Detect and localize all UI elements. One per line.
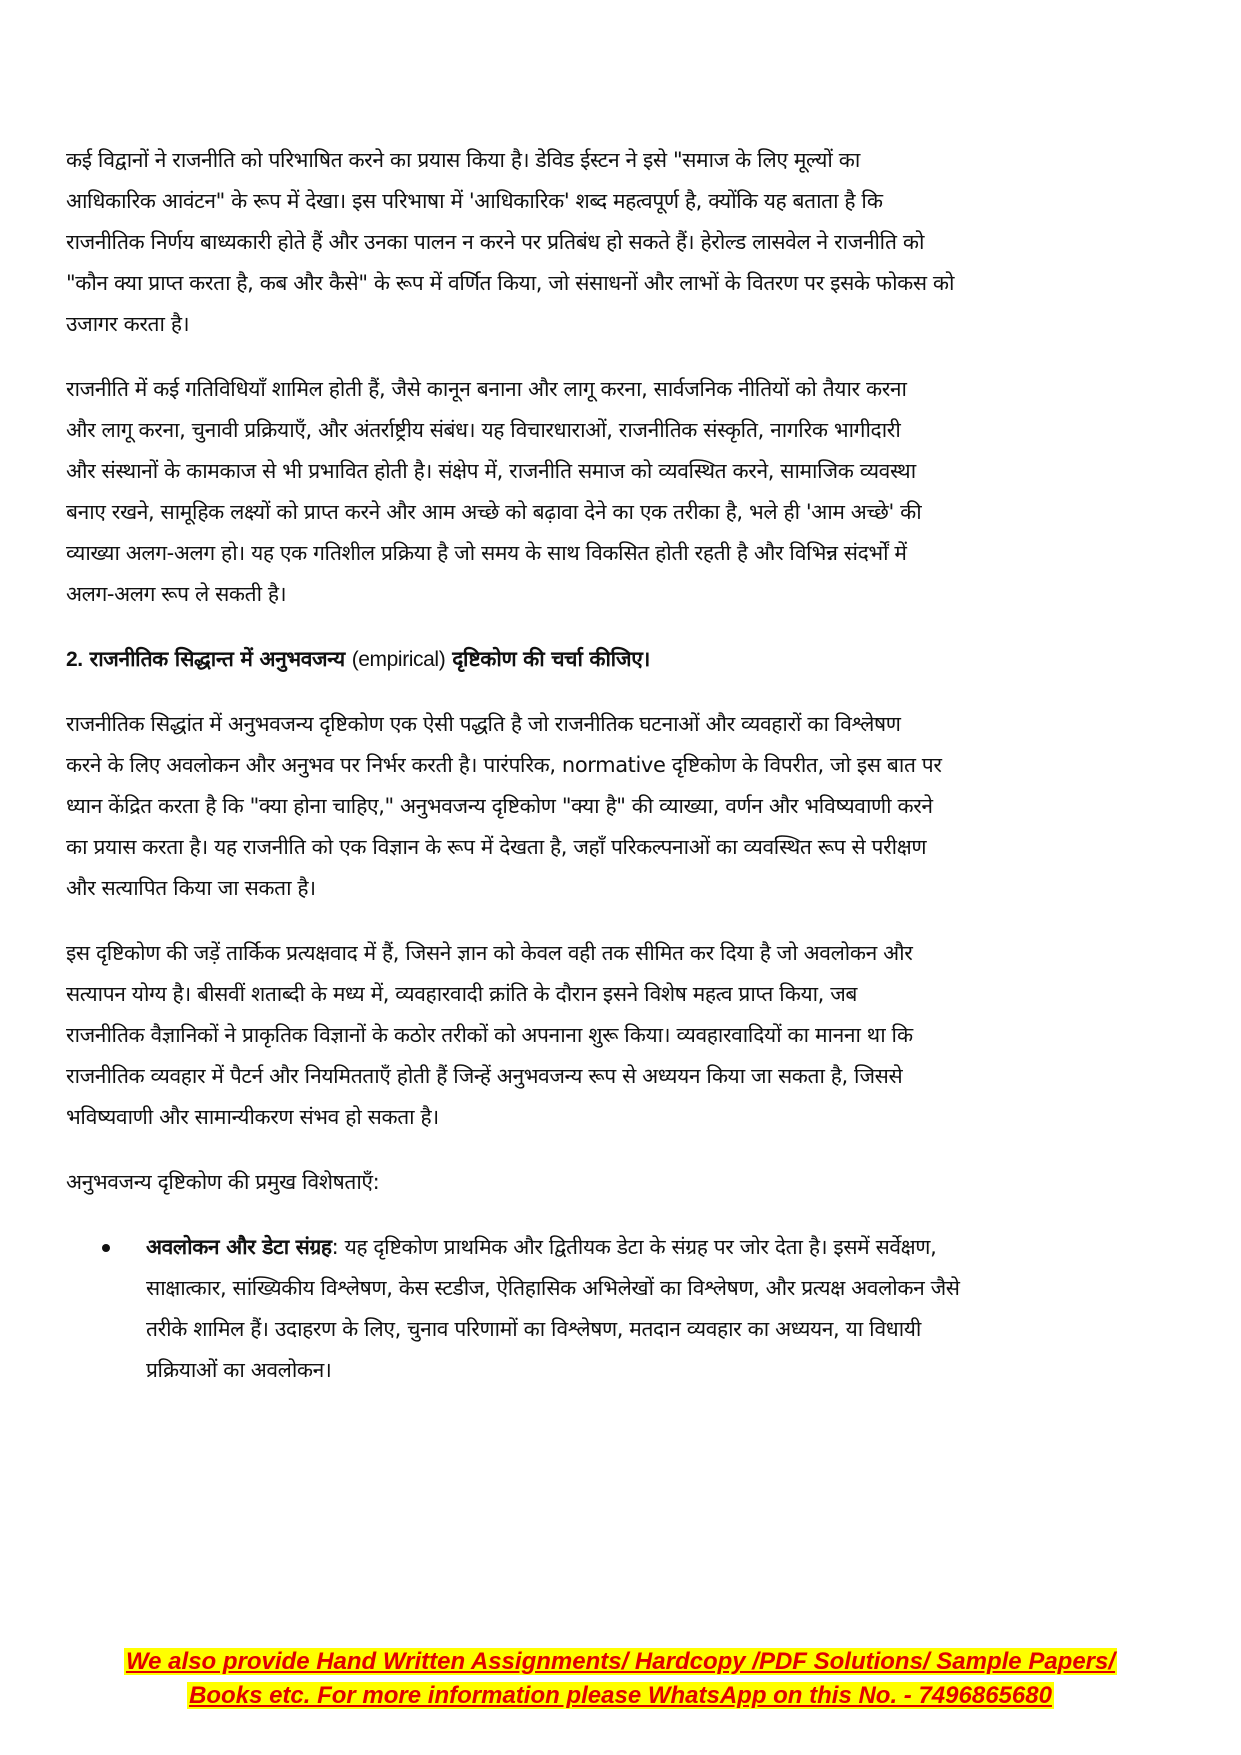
question-text-before: राजनीतिक सिद्धान्त में अनुभवजन्य — [89, 647, 345, 671]
text-line: अलग-अलग रूप ले सकती है। — [66, 582, 287, 606]
text-line: राजनीतिक सिद्धांत में अनुभवजन्य दृष्टिकोण एक ऐसी पद्धति है जो राजनीतिक घटनाओं और व्यवहारों का विश्लेषण — [66, 712, 901, 736]
text-line: व्याख्या अलग-अलग हो। यह एक गतिशील प्रक्रिया है जो समय के साथ विकसित होती रहती है और विभिन्न संदर्भों में — [66, 541, 907, 565]
text-line: साक्षात्कार, सांख्यिकीय विश्लेषण, केस स्टडीज, ऐतिहासिक अभिलेखों का विश्लेषण, और प्रत्यक्ष अवलोकन जैसे — [146, 1276, 960, 1300]
text-line: राजनीतिक वैज्ञानिकों ने प्राकृतिक विज्ञानों के कठोर तरीकों को अपनाना शुरू किया। व्यवहारवादियों का मानना था कि — [66, 1023, 913, 1047]
question-text-after: दृष्टिकोण की चर्चा कीजिए। — [452, 647, 650, 671]
question-english-term: (empirical) — [351, 648, 446, 671]
text-line: भविष्यवाणी और सामान्यीकरण संभव हो सकता है। — [66, 1105, 439, 1129]
text-line: का प्रयास करता है। यह राजनीति को एक विज्ञान के रूप में देखता है, जहाँ परिकल्पनाओं का व्यवस्थित रूप से परीक्षण — [66, 835, 927, 859]
text-line — [146, 1227, 1176, 1268]
text-line: सत्यापन योग्य है। बीसवीं शताब्दी के मध्य में, व्यवहारवादी क्रांति के दौरान इसने विशेष महत्व प्राप्त किया, जब — [66, 982, 857, 1006]
list-item — [66, 1227, 1176, 1391]
text-line: इस दृष्टिकोण की जड़ें तार्किक प्रत्यक्षवाद में हैं, जिसने ज्ञान को केवल वही तक सीमित कर दिया है जो अवलोकन और — [66, 941, 913, 965]
text-line: और लागू करना, चुनावी प्रक्रियाएँ, और अंतर्राष्ट्रीय संबंध। यह विचारधाराओं, राजनीतिक संस्कृति, नागरिक भागीदारी — [66, 418, 901, 442]
text-line: "कौन क्या प्राप्त करता है, कब और कैसे" के रूप में वर्णित किया, जो संसाधनों और लाभों के वितरण पर इसके फोकस को — [66, 271, 955, 295]
intro-paragraph-2 — [66, 369, 1176, 615]
promo-line-2: Books etc. For more information please WhatsApp on this No. - 7496865680 — [189, 1682, 1052, 1709]
text-line: करने के लिए अवलोकन और अनुभव पर निर्भर करती है। पारंपरिक, normative दृष्टिकोण के विपरीत, जो इस बात पर — [66, 753, 942, 777]
promo-line-1: We also provide Hand Written Assignments/ Hardcopy /PDF Solutions/ Sample Papers/ — [125, 1648, 1116, 1675]
features-intro — [66, 1162, 1176, 1203]
features-list — [66, 1227, 1176, 1391]
question-heading — [66, 639, 1176, 680]
text-line: और सत्यापित किया जा सकता है। — [66, 876, 316, 900]
bullet-icon — [102, 1244, 110, 1252]
text-line: प्रक्रियाओं का अवलोकन। — [146, 1358, 332, 1382]
text-line: राजनीतिक निर्णय बाध्यकारी होते हैं और उनका पालन न करने पर प्रतिबंध हो सकते हैं। हेरोल्ड लासवेल ने राजनीति को — [66, 230, 925, 254]
text-line: तरीके शामिल हैं। उदाहरण के लिए, चुनाव परिणामों का विश्लेषण, मतदान व्यवहार का अध्ययन, या विधायी — [146, 1317, 921, 1341]
document-page — [66, 140, 1176, 1391]
text-line: उजागर करता है। — [66, 312, 190, 336]
text-line: राजनीतिक व्यवहार में पैटर्न और नियमितताएँ होती हैं जिन्हें अनुभवजन्य रूप से अध्ययन किया जा सकता है, जिससे — [66, 1064, 903, 1088]
intro-paragraph-1 — [66, 140, 1176, 345]
feature-title: अवलोकन और डेटा संग्रह — [146, 1235, 332, 1259]
feature-text: : यह दृष्टिकोण प्राथमिक और द्वितीयक डेटा के संग्रह पर जोर देता है। इसमें सर्वेक्षण, — [331, 1235, 937, 1259]
answer-paragraph-2 — [66, 933, 1176, 1138]
answer-paragraph-1 — [66, 704, 1176, 909]
question-number: 2. — [66, 648, 83, 671]
text-line: कई विद्वानों ने राजनीति को परिभाषित करने का प्रयास किया है। डेविड ईस्टन ने इसे "समाज के लिए मूल्यों का — [66, 148, 860, 172]
text-line: अनुभवजन्य दृष्टिकोण की प्रमुख विशेषताएँ: — [66, 1170, 380, 1194]
text-line: राजनीति में कई गतिविधियाँ शामिल होती हैं, जैसे कानून बनाना और लागू करना, सार्वजनिक नीतियों को तैयार करना — [66, 377, 907, 401]
text-line: बनाए रखने, सामूहिक लक्ष्यों को प्राप्त करने और आम अच्छे को बढ़ावा देने का एक तरीका है, भले ही 'आम अच्छे' की — [66, 500, 922, 524]
text-line: ध्यान केंद्रित करता है कि "क्या होना चाहिए," अनुभवजन्य दृष्टिकोण "क्या है" की व्याख्या, वर्णन और भविष्यवाणी करने — [66, 794, 933, 818]
text-line: आधिकारिक आवंटन" के रूप में देखा। इस परिभाषा में 'आधिकारिक' शब्द महत्वपूर्ण है, क्योंकि यह बताता है कि — [66, 189, 883, 213]
promo-footer — [0, 1645, 1241, 1713]
text-line: और संस्थानों के कामकाज से भी प्रभावित होती है। संक्षेप में, राजनीति समाज को व्यवस्थित करने, सामाजिक व्यवस्था — [66, 459, 916, 483]
